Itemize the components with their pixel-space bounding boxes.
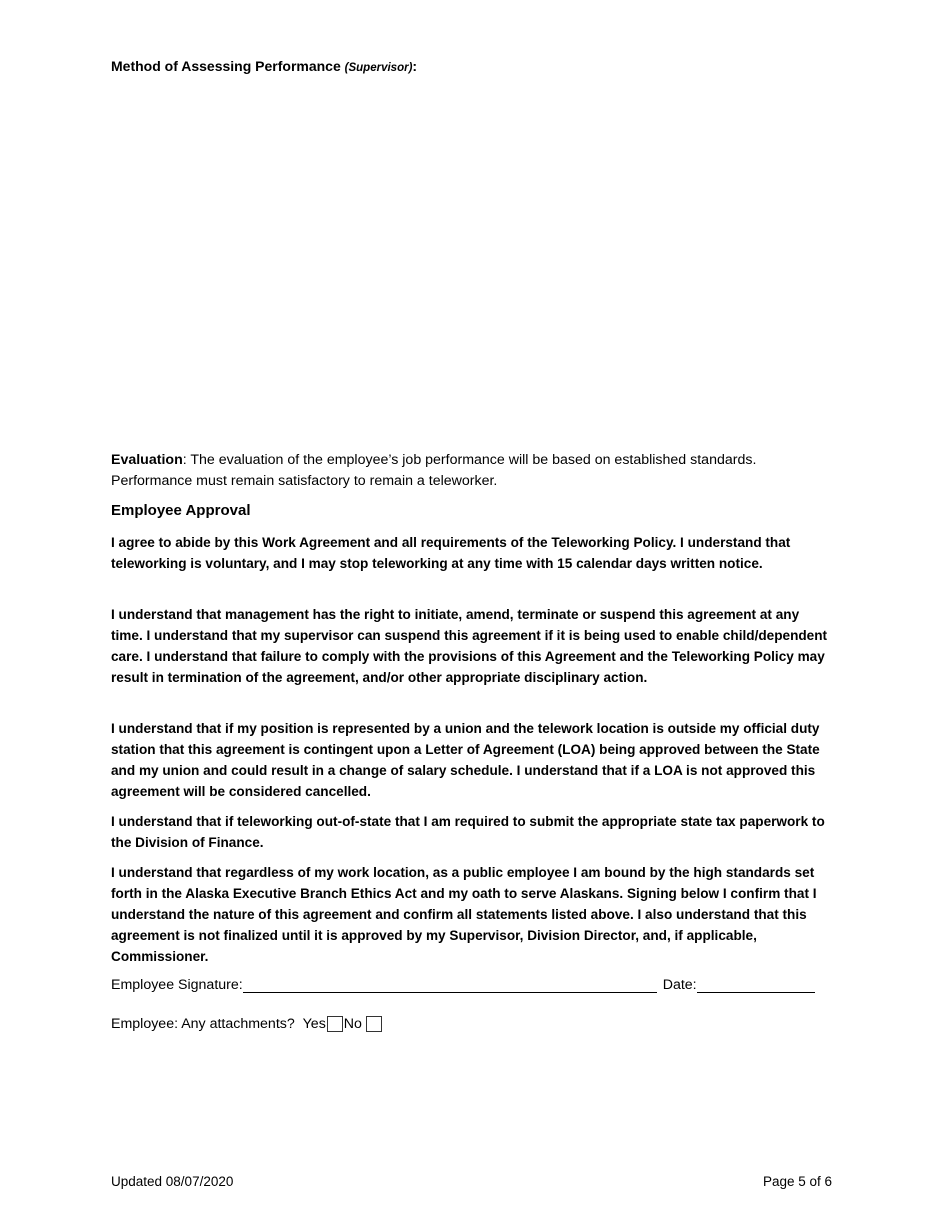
yes-checkbox[interactable] — [327, 1016, 343, 1032]
no-label: No — [343, 1016, 362, 1032]
approval-paragraph-3: I understand that if my position is represented by a union and the telework location is outside my official duty station that this agreement is contingent upon a Letter of Agreement (LOA) being approved between the State and my union and could result in a change of salary schedule. I understand that if a LOA is not approved this agreement will be considered cancelled. — [111, 721, 820, 799]
updated-date: Updated 08/07/2020 — [111, 1174, 234, 1189]
signature-row — [111, 976, 833, 993]
approval-heading: Employee Approval — [111, 502, 251, 519]
approval-paragraph-5: I understand that regardless of my work location, as a public employee I am bound by the high standards set forth in the Alaska Executive Branch Ethics Act and my oath to serve Alaskans. Signing below I confirm that I understand the nature of this agreement and confirm all statements listed above. I also understand that this agreement is not finalized until it is approved by my Supervisor, Division Director, and, if applicable, Commissioner. — [111, 865, 817, 964]
evaluation-paragraph — [111, 450, 833, 492]
no-checkbox[interactable] — [366, 1016, 382, 1032]
evaluation-label: Evaluation — [111, 452, 183, 468]
approval-paragraph-4: I understand that if teleworking out-of-state that I am required to submit the appropriate state tax paperwork to the Division of Finance. — [111, 814, 825, 850]
signature-label: Employee Signature: — [111, 977, 243, 993]
section-title — [111, 58, 833, 74]
signature-field[interactable] — [243, 976, 657, 993]
yes-label: Yes — [302, 1016, 326, 1032]
page-number: Page 5 of 6 — [762, 1174, 832, 1189]
date-label: Date: — [662, 977, 697, 993]
footer — [111, 1174, 832, 1189]
title-text: Method of Assessing Performance — [111, 58, 345, 74]
attachments-label: Employee: Any attachments? — [111, 1016, 303, 1032]
title-sub: (Supervisor) — [344, 62, 413, 74]
date-field[interactable] — [697, 976, 815, 993]
attachments-row — [111, 1016, 833, 1032]
approval-paragraph-1: I agree to abide by this Work Agreement and all requirements of the Teleworking Policy. I understand that teleworking is voluntary, and I may stop teleworking at any time with 15 calendar days written notice. — [111, 535, 791, 571]
approval-paragraph-2: I understand that management has the right to initiate, amend, terminate or suspend this agreement at any time. I understand that my supervisor can suspend this agreement if it is being used to enable child/dependent care. I understand that failure to comply with the provisions of this Agreement and the Teleworking Policy may result in termination of the agreement, and/or other appropriate disciplinary action. — [111, 607, 828, 685]
evaluation-text: : The evaluation of the employee’s job performance will be based on established standards. Performance must remain satisfactory to remain a teleworker. — [111, 452, 757, 489]
title-colon: : — [412, 58, 418, 74]
